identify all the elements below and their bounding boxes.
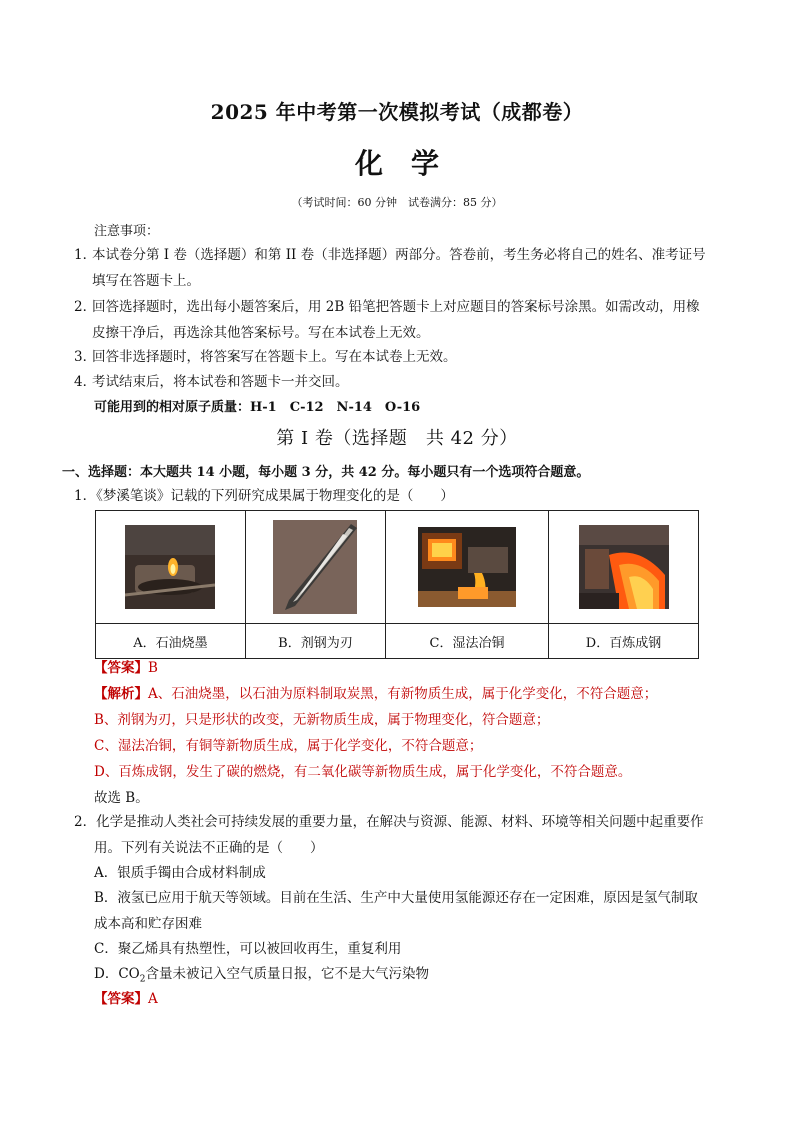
- copper-smelting-photo: [418, 527, 516, 607]
- question-2-option-c: C．聚乙烯具有热塑性，可以被回收再生，重复利用: [94, 941, 402, 957]
- option-b-label: B．剂钢为刃: [245, 624, 385, 659]
- notice-item-number: 2．: [74, 299, 97, 315]
- question-1-analysis-line-1: [94, 681, 657, 707]
- option-d-prefix: D．CO: [94, 966, 140, 982]
- analysis-text: A、石油烧墨，以石油为原料制取炭黑，有新物质生成，属于化学变化，不符合题意；: [148, 686, 658, 702]
- exam-title: 2025 年中考第一次模拟考试（成都卷）: [210, 100, 584, 124]
- option-b-image-cell: [245, 511, 385, 624]
- notice-item-text-cont: 皮擦干净后，再选涂其他答案标号。写在本试卷上无效。: [92, 325, 430, 341]
- atomic-masses: 可能用到的相对原子质量：H-1 C-12 N-14 O-16: [94, 400, 421, 415]
- option-a-label: A．石油烧墨: [96, 624, 246, 659]
- question-1-conclusion: 故选 B。: [94, 790, 149, 806]
- question-1-analysis-line-2: B、剂钢为刃，只是形状的改变，无新物质生成，属于物理变化，符合题意；: [94, 712, 550, 728]
- oil-lamp-photo: [125, 525, 215, 609]
- exam-info: （考试时间：60 分钟 试卷满分：85 分）: [291, 196, 503, 209]
- option-c-label: C．湿法冶铜: [385, 624, 548, 659]
- question-2-option-b: [94, 885, 698, 937]
- notice-item-4: [74, 369, 734, 395]
- answer-value: B: [148, 660, 158, 676]
- option-d-text: 含量未被记入空气质量日报，它不是大气污染物: [145, 966, 429, 982]
- steelmaking-photo: [579, 525, 669, 609]
- question-1-analysis-line-3: C、湿法冶铜，有铜等新物质生成，属于化学变化，不符合题意；: [94, 738, 483, 754]
- section-heading: 一、选择题：本大题共 14 小题，每小题 3 分，共 42 分。每小题只有一个选项符合题意。: [62, 465, 590, 480]
- answer-value: A: [148, 991, 158, 1007]
- question-2-option-b-line-1: B．液氢已应用于航天等领域。目前在生活、生产中大量使用氢能源还存在一定困难，原因是氢气制取: [94, 890, 698, 906]
- part-1-title: 第 I 卷（选择题 共 42 分）: [276, 428, 518, 449]
- option-a-image-cell: [96, 511, 246, 624]
- subject-title: 化学: [354, 147, 467, 180]
- answer-tag: 【答案】: [94, 991, 148, 1007]
- question-2-option-b-line-2: 成本高和贮存困难: [94, 916, 202, 932]
- notice-item-text: 回答非选择题时，将答案写在答题卡上。写在本试卷上无效。: [92, 349, 457, 365]
- notice-item-text-cont: 填写在答题卡上。: [92, 273, 200, 289]
- question-1-options-table: [95, 510, 699, 659]
- question-2-stem: [74, 809, 734, 861]
- notice-heading: 注意事项：: [94, 224, 160, 239]
- notice-item-number: 4．: [74, 374, 97, 390]
- notice-item-number: 3．: [74, 349, 97, 365]
- question-1-stem: 1．《梦溪笔谈》记载的下列研究成果属于物理变化的是（ ）: [74, 488, 454, 504]
- analysis-tag: 【解析】: [94, 686, 148, 702]
- notice-item-text: 考试结束后，将本试卷和答题卡一并交回。: [92, 374, 349, 390]
- notice-item-1: [74, 242, 734, 294]
- notice-item-2: [74, 294, 734, 346]
- option-d-subscript: 2: [139, 974, 146, 985]
- question-2-stem-line-2: 用。下列有关说法不正确的是（ ）: [94, 840, 324, 856]
- question-2-answer: [94, 986, 158, 1012]
- answer-tag: 【答案】: [94, 660, 148, 676]
- option-d-label: D．百炼成钢: [549, 624, 699, 659]
- question-2-stem-line-1: 2．化学是推动人类社会可持续发展的重要力量，在解决与资源、能源、材料、环境等相关问题中起重要作: [74, 814, 704, 830]
- option-d-image-cell: [549, 511, 699, 624]
- notice-item-text: 回答选择题时，选出每小题答案后，用 2B 铅笔把答题卡上对应题目的答案标号涂黑。如需改动，用橡: [92, 299, 700, 315]
- notice-item-text: 本试卷分第 I 卷（选择题）和第 II 卷（非选择题）两部分。答卷前，考生务必将自己的姓名、准考证号: [92, 247, 706, 263]
- question-2-option-a: A．银质手镯由合成材料制成: [94, 865, 266, 881]
- notice-item-number: 1．: [74, 247, 97, 263]
- notice-item-3: [74, 344, 734, 370]
- question-1-analysis-line-4: D、百炼成钢，发生了碳的燃烧，有二氧化碳等新物质生成，属于化学变化，不符合题意。: [94, 764, 632, 780]
- steel-blade-photo: [273, 520, 357, 614]
- question-1-answer: [94, 655, 158, 681]
- option-c-image-cell: [385, 511, 548, 624]
